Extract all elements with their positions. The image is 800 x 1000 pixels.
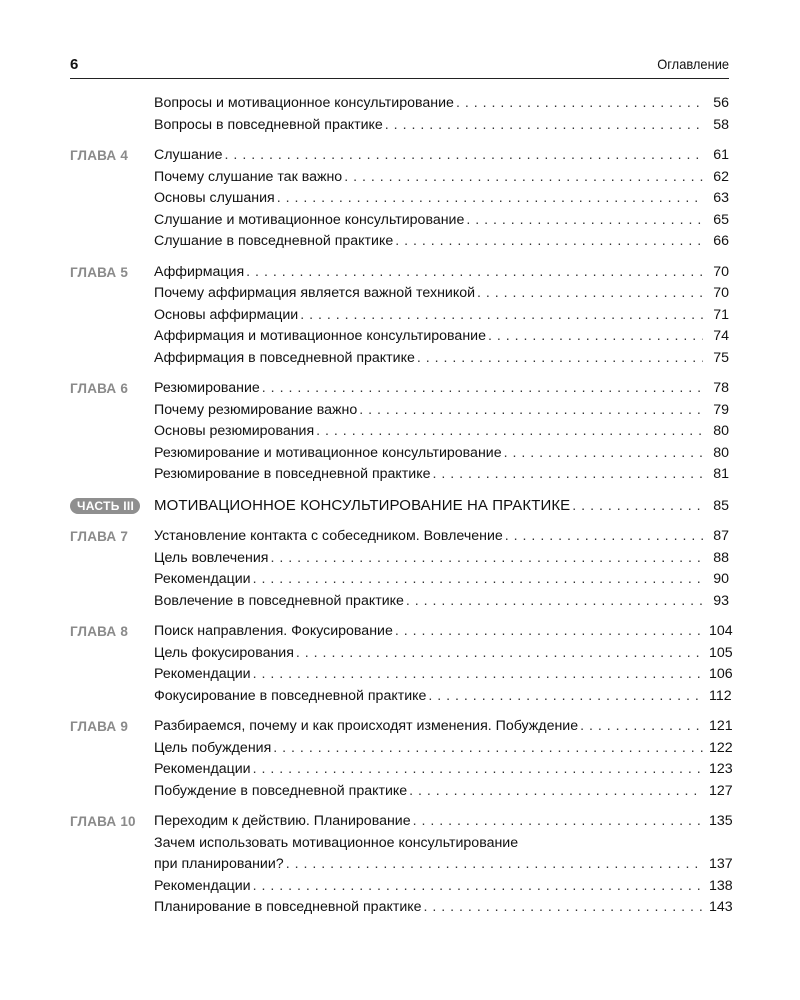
toc-entry-title: Вовлечение в повседневной практике bbox=[154, 592, 404, 609]
toc-entry-page: 87 bbox=[713, 528, 729, 544]
dot-leader bbox=[488, 326, 703, 348]
toc-entry-page: 62 bbox=[713, 168, 729, 185]
dot-leader bbox=[385, 115, 703, 137]
toc-entry bbox=[70, 686, 732, 708]
toc-entry-line bbox=[154, 854, 733, 876]
toc-entry-title: Рекомендации bbox=[154, 666, 251, 682]
toc-entry-line bbox=[154, 833, 729, 855]
toc-entry-title: Цель побуждения bbox=[154, 739, 272, 756]
toc-entry-page: 123 bbox=[709, 761, 733, 777]
toc-entry-page: 81 bbox=[713, 466, 729, 482]
toc-entry-page: 137 bbox=[709, 856, 733, 872]
toc-entry bbox=[70, 231, 729, 253]
dot-leader bbox=[300, 305, 703, 327]
header-rule bbox=[70, 78, 729, 79]
toc-entry bbox=[70, 283, 729, 305]
toc-entry-line bbox=[154, 643, 733, 665]
toc-entry bbox=[70, 664, 733, 686]
dot-leader bbox=[286, 854, 703, 876]
toc-entry-line bbox=[154, 262, 729, 284]
toc-entry-page: 79 bbox=[713, 401, 729, 418]
dot-leader bbox=[246, 262, 703, 284]
toc-entry bbox=[70, 145, 729, 167]
toc-entry-title: Зачем использовать мотивационное консультирование bbox=[154, 834, 519, 851]
toc-entry-page: 58 bbox=[713, 116, 729, 133]
table-of-contents bbox=[70, 93, 733, 928]
dot-leader bbox=[296, 643, 703, 665]
chapter-label: ГЛАВА 5 bbox=[70, 264, 129, 280]
toc-entry bbox=[70, 716, 733, 738]
toc-entry-line bbox=[154, 231, 729, 253]
toc-entry-title: Фокусирование в повседневной практике bbox=[154, 687, 427, 704]
toc-entry-line bbox=[154, 897, 733, 919]
toc-entry bbox=[70, 569, 729, 591]
toc-entry-title: Вопросы в повседневной практике bbox=[154, 116, 383, 133]
dot-leader bbox=[477, 283, 703, 305]
toc-entry-page: 70 bbox=[713, 285, 729, 301]
toc-entry-title: Резюмирование и мотивационное консультирование bbox=[154, 444, 502, 461]
toc-entry bbox=[70, 378, 729, 400]
toc-entry-title: Основы резюмирования bbox=[154, 423, 315, 439]
toc-entry bbox=[70, 548, 729, 570]
dot-leader bbox=[456, 93, 703, 115]
toc-chapter bbox=[70, 262, 729, 370]
dot-leader bbox=[413, 811, 703, 833]
toc-entry-title: Основы аффирмации bbox=[154, 306, 299, 323]
toc-entry bbox=[70, 210, 729, 232]
toc-entry bbox=[70, 421, 729, 443]
toc-entry bbox=[70, 348, 729, 370]
toc-entry-page: 66 bbox=[713, 233, 729, 249]
toc-entry-line bbox=[154, 526, 729, 548]
toc-entry-title: Вопросы и мотивационное консультирование bbox=[154, 95, 454, 111]
toc-entry-page: 74 bbox=[713, 328, 729, 344]
dot-leader bbox=[359, 400, 703, 422]
toc-entry bbox=[70, 326, 729, 348]
page-number: 6 bbox=[70, 56, 79, 73]
toc-entry-line bbox=[154, 686, 732, 708]
chapter-label: ГЛАВА 4 bbox=[70, 148, 129, 163]
toc-entry-page: 104 bbox=[709, 623, 733, 639]
toc-entry-line bbox=[154, 348, 729, 370]
toc-entry-line bbox=[154, 400, 729, 422]
toc-entry-page: 71 bbox=[713, 306, 729, 323]
toc-entry-line bbox=[154, 305, 729, 327]
toc-entry-title: Аффирмация bbox=[154, 263, 245, 280]
toc-chapter bbox=[70, 378, 729, 486]
toc-entry-line bbox=[154, 569, 729, 591]
toc-entry bbox=[70, 833, 729, 855]
toc-chapter bbox=[70, 811, 733, 919]
toc-entry bbox=[70, 526, 729, 548]
dot-leader bbox=[409, 781, 703, 803]
toc-entry-line bbox=[154, 759, 733, 781]
chapter-label: ГЛАВА 9 bbox=[70, 719, 129, 734]
toc-entry-page: 135 bbox=[709, 813, 733, 829]
dot-leader bbox=[406, 591, 703, 613]
toc-entry bbox=[70, 781, 733, 803]
dot-leader bbox=[424, 897, 703, 919]
toc-entry-line bbox=[154, 283, 729, 305]
toc-entry-line bbox=[154, 167, 729, 189]
toc-entry-page: 90 bbox=[713, 571, 729, 587]
toc-entry-title: Установление контакта с собеседником. Вовлечение bbox=[154, 528, 503, 544]
toc-entry-page: 106 bbox=[709, 666, 733, 682]
toc-entry bbox=[70, 495, 729, 517]
toc-chapter bbox=[70, 526, 729, 612]
dot-leader bbox=[428, 686, 703, 708]
toc-entry-page: 122 bbox=[709, 739, 733, 756]
toc-entry-page: 88 bbox=[713, 549, 729, 566]
toc-entry bbox=[70, 400, 729, 422]
toc-entry-line bbox=[154, 326, 729, 348]
toc-entry bbox=[70, 188, 729, 210]
dot-leader bbox=[504, 443, 703, 465]
toc-entry-title: Почему аффирмация является важной техникой bbox=[154, 285, 476, 301]
toc-entry-page: 70 bbox=[713, 263, 729, 280]
toc-entry-line bbox=[154, 738, 733, 760]
toc-entry-line bbox=[154, 93, 729, 115]
toc-entry-page: 75 bbox=[713, 349, 729, 366]
toc-entry-line bbox=[154, 188, 729, 210]
toc-entry-page: 93 bbox=[713, 592, 729, 609]
toc-entry-title: Слушание в повседневной практике bbox=[154, 233, 394, 249]
toc-entry-title: Поиск направления. Фокусирование bbox=[154, 623, 393, 639]
toc-entry bbox=[70, 591, 729, 613]
dot-leader bbox=[505, 526, 703, 548]
dot-leader bbox=[344, 167, 703, 189]
toc-entry bbox=[70, 464, 729, 486]
dot-leader bbox=[466, 210, 703, 232]
dot-leader bbox=[253, 759, 703, 781]
toc-entry bbox=[70, 897, 733, 919]
toc-entry bbox=[70, 443, 729, 465]
dot-leader bbox=[253, 569, 703, 591]
toc-entry-page: 105 bbox=[709, 644, 733, 661]
toc-chapter bbox=[70, 716, 733, 802]
toc-entry-title: Слушание и мотивационное консультирование bbox=[154, 211, 465, 228]
toc-chapter bbox=[70, 621, 733, 707]
toc-entry-page: 56 bbox=[713, 95, 729, 111]
dot-leader bbox=[253, 664, 703, 686]
toc-entry-line bbox=[154, 210, 729, 232]
toc-entry-title: Цель вовлечения bbox=[154, 549, 269, 566]
toc-entry-page: 80 bbox=[713, 444, 729, 461]
toc-entry-title: Почему резюмирование важно bbox=[154, 401, 358, 418]
toc-entry-title: при планировании? bbox=[154, 856, 284, 872]
part-label: ЧАСТЬ III bbox=[70, 498, 140, 514]
dot-leader bbox=[580, 716, 703, 738]
toc-entry-page: 85 bbox=[713, 497, 729, 514]
toc-entry-title: Основы слушания bbox=[154, 190, 275, 206]
running-title: Оглавление bbox=[657, 56, 729, 72]
toc-entry-line bbox=[154, 378, 729, 400]
toc-entry-line bbox=[154, 621, 733, 643]
toc-chapter bbox=[70, 93, 729, 136]
toc-entry-line bbox=[154, 876, 733, 898]
toc-entry-title: Резюмирование bbox=[154, 380, 260, 396]
toc-entry bbox=[70, 854, 733, 876]
dot-leader bbox=[395, 621, 703, 643]
toc-entry bbox=[70, 738, 733, 760]
dot-leader bbox=[316, 421, 703, 443]
toc-entry-line bbox=[154, 495, 729, 518]
toc-entry-title: Переходим к действию. Планирование bbox=[154, 813, 411, 829]
toc-entry-title: Разбираемся, почему и как происходят изменения. Побуждение bbox=[154, 718, 579, 734]
dot-leader bbox=[572, 496, 703, 518]
dot-leader bbox=[253, 876, 703, 898]
toc-entry-title: МОТИВАЦИОННОЕ КОНСУЛЬТИРОВАНИЕ НА ПРАКТИКЕ bbox=[154, 496, 571, 514]
toc-entry-title: Цель фокусирования bbox=[154, 644, 294, 661]
dot-leader bbox=[277, 188, 703, 210]
toc-entry-title: Побуждение в повседневной практике bbox=[154, 782, 408, 799]
toc-entry-title: Слушание bbox=[154, 147, 223, 163]
toc-entry-title: Планирование в повседневной практике bbox=[154, 899, 422, 915]
toc-entry-line bbox=[154, 548, 729, 570]
toc-entry-page: 143 bbox=[709, 899, 733, 915]
toc-entry-line bbox=[154, 421, 729, 443]
toc-entry-line bbox=[154, 664, 733, 686]
dot-leader bbox=[225, 145, 703, 167]
toc-entry-line bbox=[154, 781, 733, 803]
toc-entry-page: 121 bbox=[709, 718, 733, 734]
toc-entry-line bbox=[154, 443, 729, 465]
toc-entry-title: Рекомендации bbox=[154, 761, 251, 777]
toc-entry-page: 65 bbox=[713, 211, 729, 228]
chapter-label: ГЛАВА 10 bbox=[70, 814, 136, 829]
dot-leader bbox=[417, 348, 703, 370]
dot-leader bbox=[273, 738, 703, 760]
toc-entry-title: Рекомендации bbox=[154, 877, 251, 894]
toc-entry bbox=[70, 167, 729, 189]
toc-entry-page: 61 bbox=[713, 147, 729, 163]
toc-entry-page: 80 bbox=[713, 423, 729, 439]
toc-entry bbox=[70, 621, 733, 643]
dot-leader bbox=[432, 464, 703, 486]
toc-entry bbox=[70, 115, 729, 137]
toc-entry bbox=[70, 759, 733, 781]
chapter-label: ГЛАВА 8 bbox=[70, 624, 129, 639]
toc-entry-line bbox=[154, 145, 729, 167]
toc-entry-title: Рекомендации bbox=[154, 571, 251, 587]
toc-entry-line bbox=[154, 115, 729, 137]
toc-entry-line bbox=[154, 811, 733, 833]
toc-entry-title: Резюмирование в повседневной практике bbox=[154, 466, 431, 482]
toc-entry bbox=[70, 811, 733, 833]
toc-entry bbox=[70, 262, 729, 284]
toc-entry bbox=[70, 305, 729, 327]
toc-entry-page: 138 bbox=[709, 877, 733, 894]
toc-entry-page: 112 bbox=[709, 687, 732, 704]
toc-entry-line bbox=[154, 591, 729, 613]
dot-leader bbox=[395, 231, 703, 253]
toc-chapter bbox=[70, 145, 729, 253]
toc-entry-title: Почему слушание так важно bbox=[154, 168, 343, 185]
toc-entry bbox=[70, 93, 729, 115]
toc-entry-line bbox=[154, 464, 729, 486]
toc-entry-page: 127 bbox=[709, 782, 733, 799]
toc-entry-title: Аффирмация и мотивационное консультирование bbox=[154, 328, 486, 344]
toc-entry-title: Аффирмация в повседневной практике bbox=[154, 349, 415, 366]
toc-entry-page: 63 bbox=[713, 190, 729, 206]
toc-entry-line bbox=[154, 716, 733, 738]
toc-part bbox=[70, 495, 729, 517]
toc-entry bbox=[70, 876, 733, 898]
chapter-label: ГЛАВА 6 bbox=[70, 381, 129, 396]
toc-entry bbox=[70, 643, 733, 665]
toc-entry-page: 78 bbox=[713, 380, 729, 396]
dot-leader bbox=[270, 548, 703, 570]
chapter-label: ГЛАВА 7 bbox=[70, 529, 129, 544]
dot-leader bbox=[262, 378, 703, 400]
